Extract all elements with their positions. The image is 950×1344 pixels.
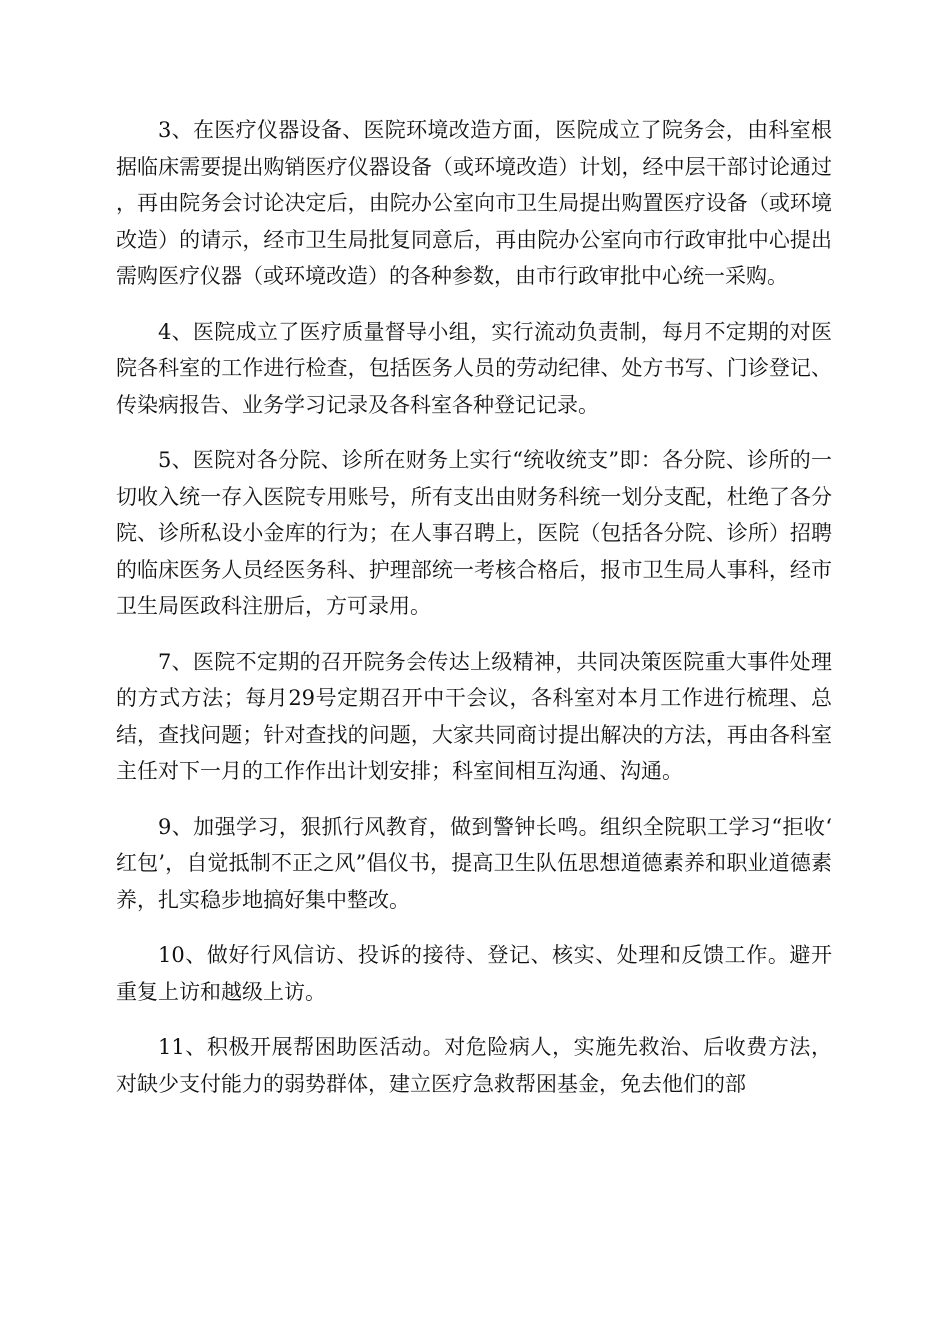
paragraph-item-7: 7、医院不定期的召开院务会传达上级精神，共同决策医院重大事件处理的方式方法；每月29号定期召开中干会议，各科室对本月工作进行梳理、总结，查找问题；针对查找的问题，大家共同商讨提出解决的方法，再由各科室主任对下一月的工作作出计划安排；科室间相互沟通、沟通。 [116, 649, 832, 783]
paragraph-item-4: 4、医院成立了医疗质量督导小组，实行流动负责制，每月不定期的对医院各科室的工作进行检查，包括医务人员的劳动纪律、处方书写、门诊登记、传染病报告、业务学习记录及各科室各种登记记录。 [116, 319, 832, 417]
paragraph-item-10: 10、做好行风信访、投诉的接待、登记、核实、处理和反馈工作。避开重复上访和越级上访。 [116, 943, 832, 1004]
paragraph-item-3: 3、在医疗仪器设备、医院环境改造方面，医院成立了院务会，由科室根据临床需要提出购销医疗仪器设备（或环境改造）计划，经中层干部讨论通过，再由院务会讨论决定后，由院办公室向市卫生局提出购置医疗设备（或环境改造）的请示，经市卫生局批复同意后，再由院办公室向市行政审批中心提出需购医疗仪器（或环境改造）的各种参数，由市行政审批中心统一采购。 [116, 118, 832, 288]
document-body [116, 112, 832, 1121]
paragraph-item-11: 11、积极开展帮困助医活动。对危险病人，实施先救治、后收费方法，对缺少支付能力的弱势群体，建立医疗急救帮困基金，免去他们的部 [116, 1035, 832, 1096]
paragraph-item-5: 5、医院对各分院、诊所在财务上实行“统收统支”即：各分院、诊所的一切收入统一存入医院专用账号，所有支出由财务科统一划分支配，杜绝了各分院、诊所私设小金库的行为；在人事召聘上，医院（包括各分院、诊所）招聘的临床医务人员经医务科、护理部统一考核合格后，报市卫生局人事科，经市卫生局医政科注册后，方可录用。 [116, 448, 832, 618]
paragraph-item-9: 9、加强学习，狠抓行风教育，做到警钟长鸣。组织全院职工学习“拒收‘红包’，自觉抵制不正之风”倡仪书，提高卫生队伍思想道德素养和职业道德素养，扎实稳步地搞好集中整改。 [116, 814, 832, 912]
